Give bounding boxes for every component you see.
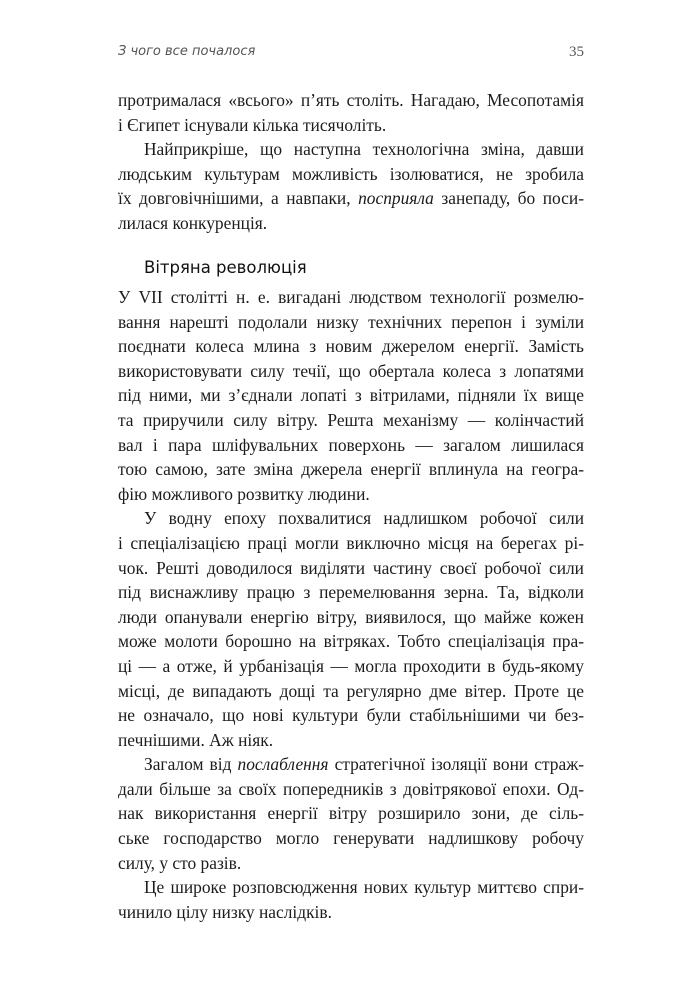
text-segment: вання нарешті подолали низку технічних перепон і зуміли [118, 311, 584, 332]
text-line [118, 531, 584, 556]
text-segment: печнішими. Аж ніяк. [118, 729, 274, 750]
body-text-main [118, 285, 584, 924]
text-line [118, 506, 584, 531]
text-line [118, 383, 584, 408]
text-line [118, 580, 584, 605]
text-segment: люди опанували енергію вітру, виявилося, що майже кожен [118, 606, 584, 627]
paragraph [118, 506, 584, 752]
text-line [118, 752, 584, 777]
text-line [118, 679, 584, 704]
text-line [118, 211, 584, 236]
text-line [118, 703, 584, 728]
body-text-top [118, 88, 584, 236]
text-line [118, 457, 584, 482]
text-segment: може молоти борошно на вітряках. Тобто спеціалізація пра- [118, 631, 584, 652]
text-segment: ське господарство могло генерувати надлишкову робочу [118, 828, 584, 849]
paragraph [118, 137, 584, 235]
text-segment: людським культурам можливість ізолюватися, не зробила [118, 163, 584, 184]
running-header [118, 44, 584, 59]
text-segment: У VII столітті н. е. вигадані людством технології розмелю- [118, 287, 584, 307]
text-segment: і Єгипет існували кілька тисячоліть. [118, 114, 387, 135]
text-line [118, 629, 584, 654]
text-segment: дали більше за своїх попередників з довітрякової епохи. Од- [118, 778, 584, 799]
text-line [118, 556, 584, 581]
paragraph [118, 285, 584, 506]
text-segment: використовувати силу течії, що обертала колеса з лопатями [118, 360, 584, 381]
text-segment: силу, у сто разів. [118, 852, 242, 873]
text-line [118, 310, 584, 335]
text-segment: чок. Решті доводилося виділяти частину своєї робочої сили [118, 557, 584, 578]
text-segment: занепаду, бо поси- [433, 188, 584, 209]
text-segment: У водну епоху похвалитися надлишком робочої сили [144, 508, 584, 529]
running-title: З чого все почалося [118, 44, 256, 59]
text-line [118, 826, 584, 851]
text-segment: протрималася «всього» п’ять століть. Нагадаю, Месопотамія [118, 90, 584, 110]
text-segment: місці, де випадають дощі та регулярно дме вітер. Проте це [118, 680, 584, 701]
text-segment: та приручили силу вітру. Решта механізму — колінчастий [118, 409, 584, 430]
text-segment: під ними, ми з’єднали лопаті з вітрилами, підняли їх вище [118, 385, 584, 406]
text-segment: нак використання енергії вітру розширило зони, де сіль- [118, 803, 584, 824]
section-heading: Вітряна революція [144, 258, 307, 277]
text-line [118, 801, 584, 826]
text-line [118, 605, 584, 630]
paragraph [118, 875, 584, 924]
text-segment: чинило цілу низку наслідків. [118, 901, 332, 922]
text-line [118, 88, 584, 113]
text-line [118, 728, 584, 753]
paragraph [118, 752, 584, 875]
text-line [118, 285, 584, 310]
text-line [118, 654, 584, 679]
text-segment: ці — а отже, й урбанізація — могла проходити в будь-якому [118, 655, 584, 676]
text-segment: і спеціалізацією праці могли виключно місця на берегах рі- [118, 532, 584, 553]
paragraph [118, 88, 584, 137]
text-segment: Це широке розповсюдження нових культур миттєво спри- [144, 877, 584, 898]
text-segment: Найприкріше, що наступна технологічна зміна, давши [144, 139, 584, 160]
text-segment: тою самою, зате зміна джерела енергії вплинула на геогра- [118, 459, 584, 480]
text-line [118, 900, 584, 925]
text-segment: Загалом від [144, 754, 238, 775]
text-line [118, 777, 584, 802]
text-line [118, 186, 584, 211]
text-line [118, 408, 584, 433]
text-line [118, 334, 584, 359]
emphasis-text: посприяла [358, 188, 434, 209]
text-segment: не означало, що нові культури були стабільнішими чи без- [118, 705, 584, 726]
text-segment: їх довговічнішими, а навпаки, [118, 188, 359, 209]
text-line [118, 851, 584, 876]
text-segment: під виснажливу працю з перемелювання зерна. Та, відколи [118, 582, 584, 603]
page-number: 35 [569, 44, 584, 60]
text-segment: фію можливого розвитку людини. [118, 483, 370, 504]
text-line [118, 162, 584, 187]
text-line [118, 482, 584, 507]
text-line [118, 137, 584, 162]
text-segment: лилася конкуренція. [118, 212, 268, 233]
text-line [118, 433, 584, 458]
text-line [118, 359, 584, 384]
text-segment: вал і пара шліфувальних поверхонь — загалом лишилася [118, 434, 584, 455]
text-line [118, 113, 584, 138]
text-line [118, 875, 584, 900]
emphasis-text: послаблення [237, 754, 329, 775]
text-segment: поєднати колеса млина з новим джерелом енергії. Замість [118, 336, 584, 357]
text-segment: стратегічної ізоляції вони страж- [328, 754, 584, 775]
